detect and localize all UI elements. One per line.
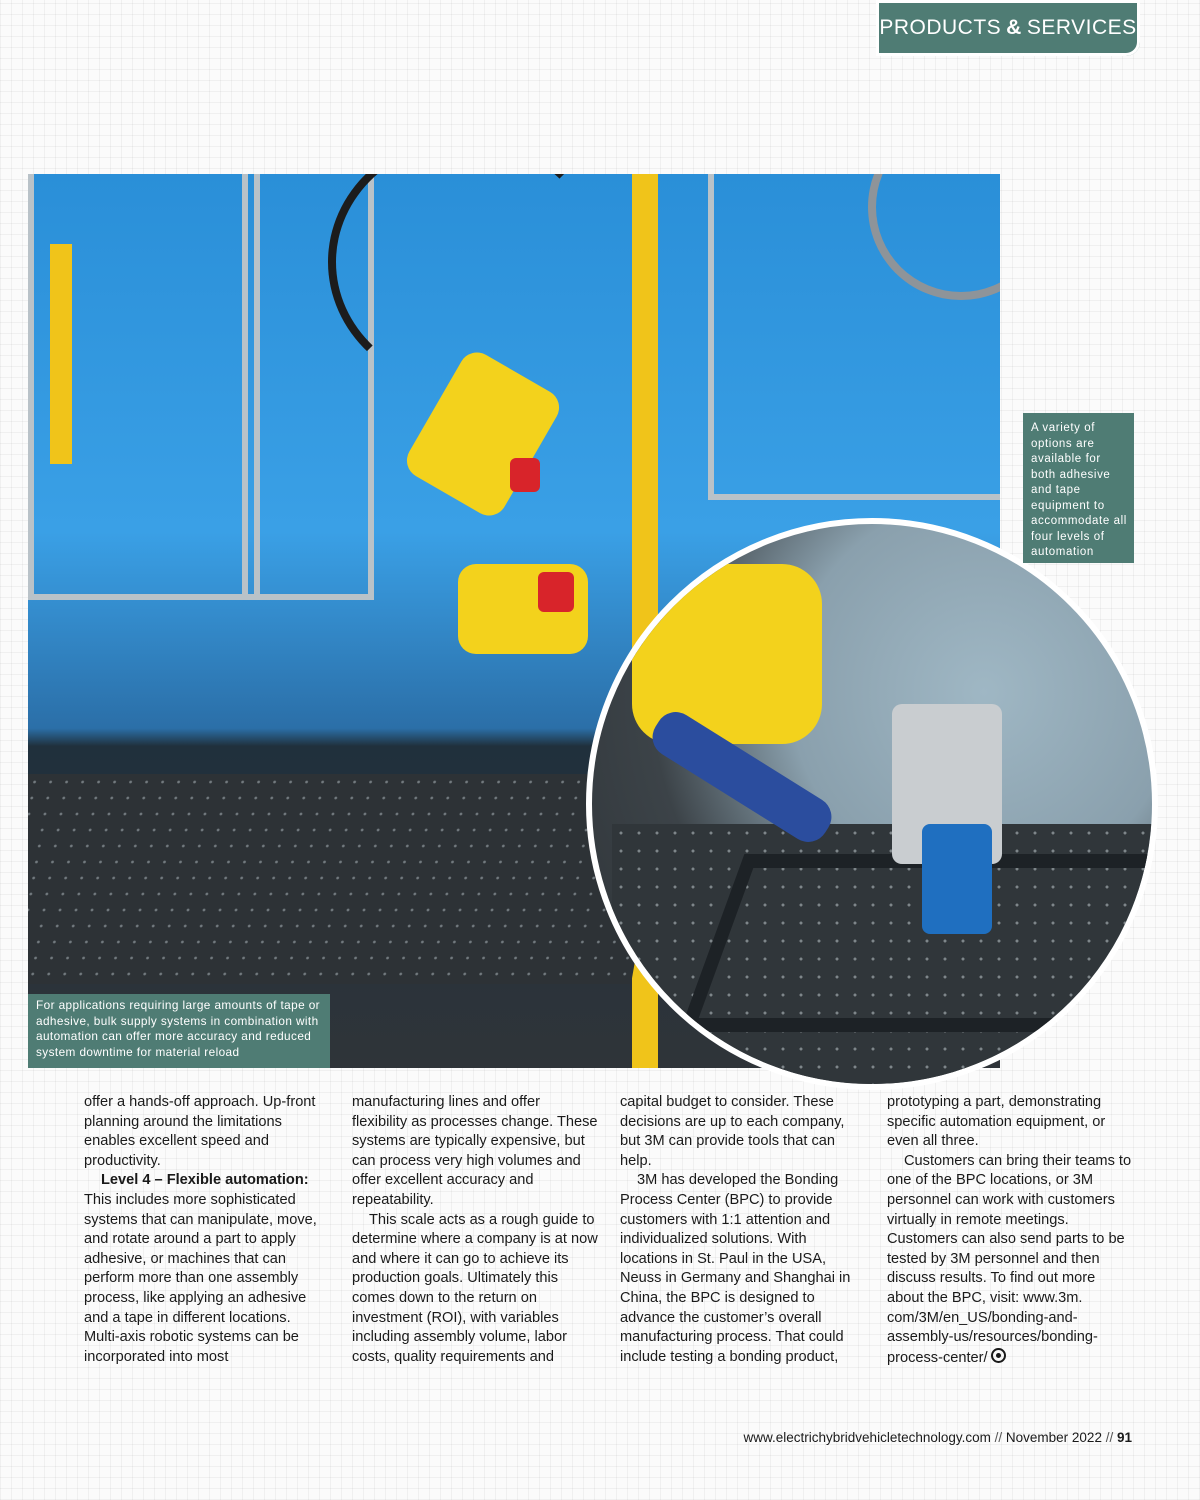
paragraph — [887, 1152, 1133, 1369]
section-label-services: SERVICES — [1026, 16, 1137, 39]
footer-url[interactable]: www.electrichybridvehicletechnology.com — [743, 1430, 991, 1445]
paragraph: This scale acts as a rough guide to determine where a company is at now and where it can go to achieve its production goals. Ultimately this comes down to the return on investment (ROI), with variables including assembly volume, labor costs, quality requirements and — [352, 1211, 598, 1365]
fume-extractor-arm — [50, 244, 72, 464]
paragraph: This includes more sophisticated systems that can manipulate, move, and rotate around a part to apply adhesive, or machines that can perform more than one assembly process, like applying an adhesive and a tape in different locations. Multi-axis robotic systems can be incorporated into most — [84, 1191, 317, 1365]
footer-separator: // — [1101, 1430, 1117, 1445]
robot-motor-cap — [510, 458, 540, 492]
paragraph: manufacturing lines and offer flexibility as processes change. These systems are typically expensive, but can process very high volumes and offer excellent accuracy and repeatability. — [352, 1094, 598, 1208]
paragraph-text: Customers can bring their teams to one of the BPC locations, or 3M personnel can work with customers virtually in remote meetings. Customers can also send parts to be tested by 3M personnel and then discuss results. To find out more about the BPC, visit: www.3m. com/3M/en_US/bonding-and-assembly-us/resources/bonding-process-center/ — [887, 1152, 1132, 1366]
paragraph: 3M has developed the Bonding Process Center (BPC) to provide customers with 1:1 attention and individualized solutions. With locations in St. Paul in the USA, Neuss in Germany and Shanghai in China, the BPC is designed to advance the customer’s overall manufacturing process. That could include testing a bonding product, — [620, 1172, 851, 1365]
section-label-ampersand: & — [1006, 16, 1022, 39]
page-footer — [744, 1430, 1132, 1445]
text-column-3 — [620, 1093, 866, 1367]
paragraph: prototyping a part, demonstrating specific automation equipment, or even all three. — [887, 1094, 1106, 1150]
paragraph: capital budget to consider. These decisions are up to each company, but 3M can provide tools that can help. — [620, 1094, 845, 1169]
footer-separator: // — [990, 1430, 1006, 1445]
inset-part-frame — [680, 854, 1158, 1032]
robot-motor-cap — [538, 572, 574, 612]
section-tab — [876, 0, 1140, 56]
paragraph — [84, 1171, 330, 1191]
text-column-2 — [352, 1093, 598, 1367]
paragraph: offer a hands-off approach. Up-front planning around the limitations enables excellent speed and productivity. — [84, 1094, 316, 1169]
caption-inset: A variety of options are available for both adhesive and tape equipment to accommodate all four levels of automation — [1023, 413, 1134, 563]
end-of-article-icon — [991, 1348, 1006, 1363]
caption-main-photo: For applications requiring large amounts of tape or adhesive, bulk supply systems in combination with automation can offer more accuracy and reduced system downtime for material reload — [28, 994, 330, 1068]
section-label-products: PRODUCTS — [879, 16, 1002, 39]
dispense-head-inset-photo — [586, 518, 1158, 1090]
text-column-1 — [84, 1093, 330, 1367]
text-column-4 — [887, 1093, 1133, 1368]
subheading-level-4: Level 4 – Flexible automation: — [101, 1172, 309, 1189]
inset-nozzle-module — [922, 824, 992, 934]
optical-table — [28, 774, 668, 984]
footer-date: November 2022 — [1005, 1430, 1102, 1445]
page-number: 91 — [1116, 1430, 1132, 1445]
